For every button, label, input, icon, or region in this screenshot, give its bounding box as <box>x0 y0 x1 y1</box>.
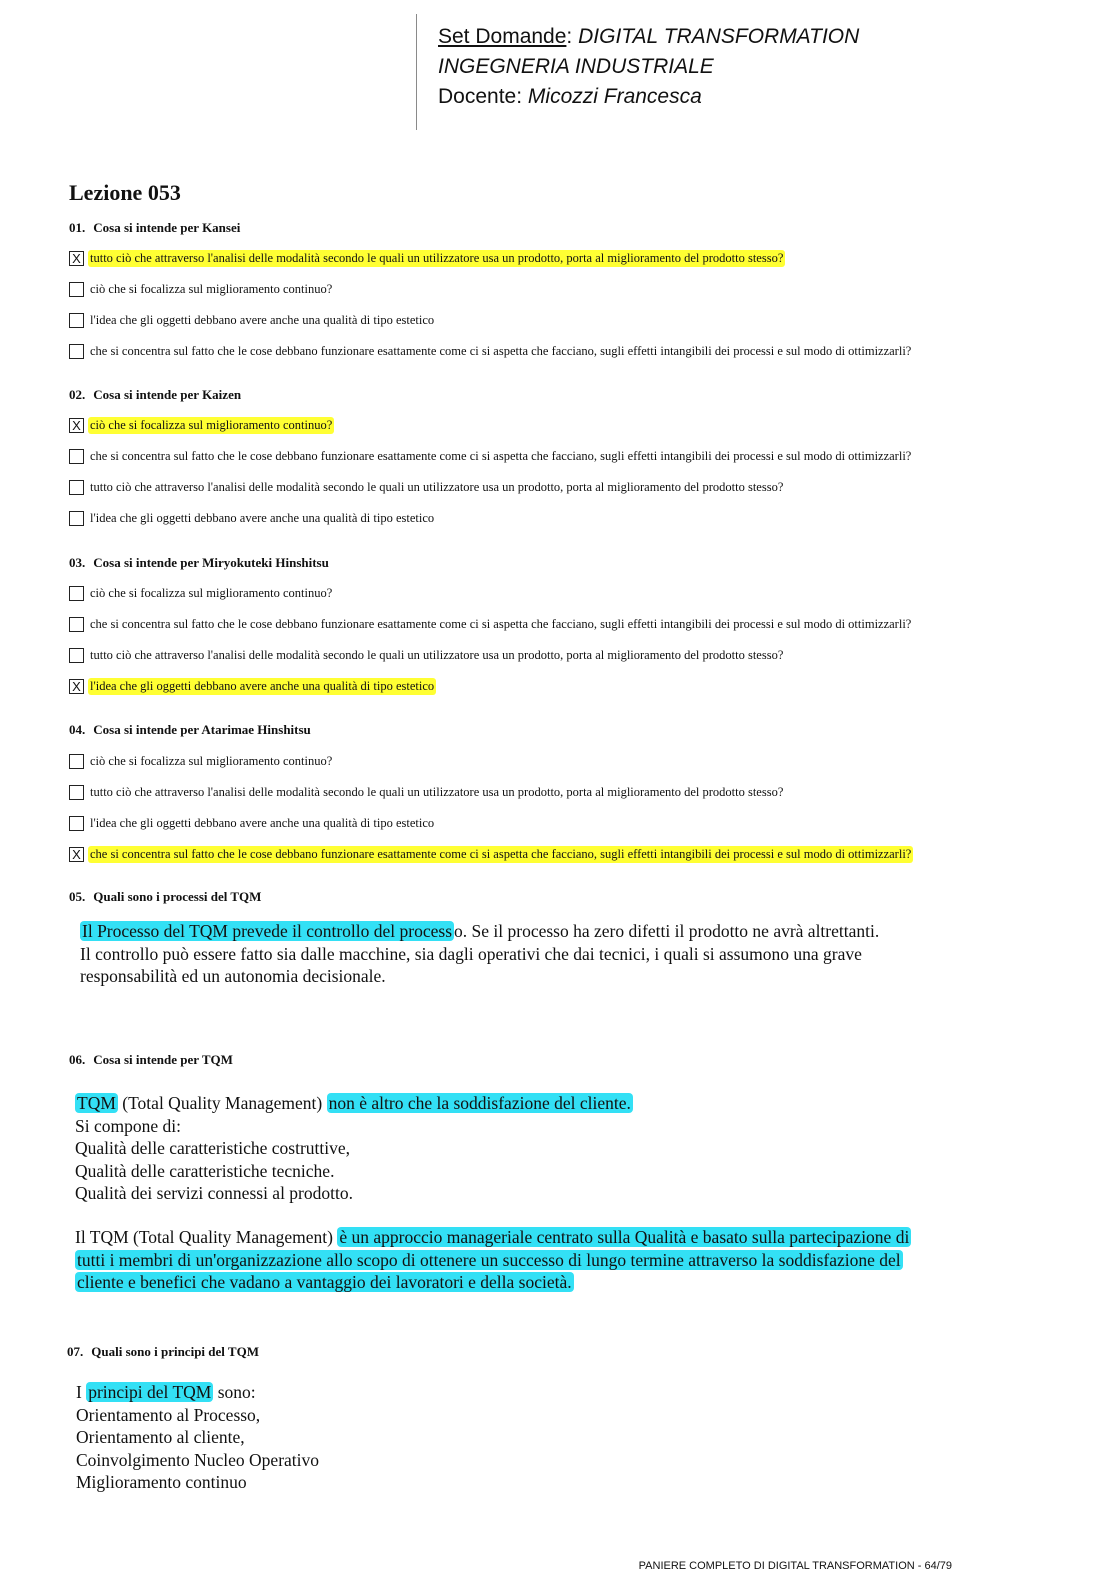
highlight: TQM <box>77 1093 116 1113</box>
checkbox[interactable]: X <box>69 847 84 862</box>
highlight: principi del TQM <box>88 1382 212 1402</box>
answer-option[interactable]: l'idea che gli oggetti debbano avere anche una qualità di tipo estetico <box>69 310 436 330</box>
answer-option[interactable]: tutto ciò che attraverso l'analisi delle modalità secondo le quali un utilizzatore usa un prodotto, porta al miglioramento del prodotto stesso? <box>69 782 785 802</box>
checkbox[interactable] <box>69 480 84 495</box>
answer-option[interactable]: X che si concentra sul fatto che le cose debbano funzionare esattamente come ci si aspetta che facciano, sugli effetti intangibili dei processi e sul modo di ottimizzarli? <box>69 844 913 864</box>
answer-option[interactable]: che si concentra sul fatto che le cose debbano funzionare esattamente come ci si aspetta che facciano, sugli effetti intangibili dei processi e sul modo di ottimizzarli? <box>69 446 913 466</box>
answer-option[interactable]: X l'idea che gli oggetti debbano avere anche una qualità di tipo estetico <box>69 676 436 696</box>
faculty-name: INGEGNERIA INDUSTRIALE <box>438 55 714 78</box>
checkbox[interactable]: X <box>69 251 84 266</box>
answer-paragraph: Il TQM (Total Quality Management) è un approccio manageriale centrato sulla Qualità e basato sulla partecipazione di tutti i membri di un'organizzazione allo scopo di ottenere un successo di lungo termine attraverso la soddisfazione del cliente e benefici che vadano a vantaggio dei lavoratori e della società. <box>75 1227 910 1292</box>
checkbox[interactable]: X <box>69 418 84 433</box>
checkbox[interactable] <box>69 344 84 359</box>
answer-option[interactable]: ciò che si focalizza sul miglioramento continuo? <box>69 583 334 603</box>
checkbox[interactable]: X <box>69 679 84 694</box>
answer-paragraph: I principi del TQM sono: Orientamento al Processo, Orientamento al cliente, Coinvolgimento Nucleo Operativo Miglioramento continuo <box>76 1382 320 1492</box>
answer-option[interactable]: che si concentra sul fatto che le cose debbano funzionare esattamente come ci si aspetta che facciano, sugli effetti intangibili dei processi e sul modo di ottimizzarli? <box>69 341 913 361</box>
answer-option[interactable]: tutto ciò che attraverso l'analisi delle modalità secondo le quali un utilizzatore usa un prodotto, porta al miglioramento del prodotto stesso? <box>69 645 785 665</box>
set-label: Set Domande <box>438 25 567 48</box>
answer-option[interactable]: ciò che si focalizza sul miglioramento continuo? <box>69 751 334 771</box>
checkbox[interactable] <box>69 754 84 769</box>
question-title: 04. Cosa si intende per Atarimae Hinshitsu <box>69 722 311 737</box>
document-header: Set Domande: DIGITAL TRANSFORMATION INGEGNERIA INDUSTRIALE Docente: Micozzi Francesca <box>438 25 860 108</box>
highlight: tutti i membri di un'organizzazione allo scopo di ottenere un successo di lungo termine attraverso la soddisfazione del <box>77 1249 901 1270</box>
answer-option[interactable]: tutto ciò che attraverso l'analisi delle modalità secondo le quali un utilizzatore usa un prodotto, porta al miglioramento del prodotto stesso? <box>69 477 785 497</box>
question-title: 01. Cosa si intende per Kansei <box>69 220 241 235</box>
answer-option[interactable]: l'idea che gli oggetti debbano avere anche una qualità di tipo estetico <box>69 508 436 528</box>
checkbox[interactable] <box>69 617 84 632</box>
highlight: non è altro che la soddisfazione del cliente. <box>328 1093 631 1113</box>
checkbox[interactable] <box>69 586 84 601</box>
answer-paragraph: Il Processo del TQM prevede il controllo del process o. Se il processo ha zero difetti il prodotto ne avrà altrettanti. Il controllo può essere fatto sia dalle macchine, sia dagli operativi che dai tecnici, i quali si assumono una grave responsabilità ed un autonomia decisionale. <box>80 921 880 986</box>
checkbox[interactable] <box>69 313 84 328</box>
course-name: DIGITAL TRANSFORMATION <box>578 25 860 48</box>
question-title: 07. Quali sono i principi del TQM <box>67 1344 259 1359</box>
checkbox[interactable] <box>69 282 84 297</box>
question-title: 05. Quali sono i processi del TQM <box>69 889 262 904</box>
teacher-label: Docente: <box>438 85 523 108</box>
question-title: 06. Cosa si intende per TQM <box>69 1052 233 1067</box>
answer-paragraph: TQM (Total Quality Management) non è altro che la soddisfazione del cliente. Si compone di: Qualità delle caratteristiche costruttive, Qualità delle caratteristiche tecniche. Qualità dei servizi connessi al prodotto. <box>75 1093 631 1203</box>
answer-option[interactable]: l'idea che gli oggetti debbano avere anche una qualità di tipo estetico <box>69 813 436 833</box>
checkbox[interactable] <box>69 785 84 800</box>
answer-option[interactable]: X ciò che si focalizza sul miglioramento continuo? <box>69 415 334 435</box>
highlight: Il Processo del TQM prevede il controllo del process <box>82 921 453 941</box>
header-divider <box>416 14 417 130</box>
checkbox[interactable] <box>69 648 84 663</box>
page-footer: PANIERE COMPLETO DI DIGITAL TRANSFORMATION - 64/79 <box>638 1560 952 1572</box>
highlight: è un approccio manageriale centrato sulla Qualità e basato sulla partecipazione di <box>339 1227 910 1247</box>
teacher-name: Micozzi Francesca <box>527 85 702 108</box>
highlight: cliente e benefici che vadano a vantaggio dei lavoratori e della società. <box>77 1272 572 1292</box>
question-title: 02. Cosa si intende per Kaizen <box>69 387 242 402</box>
answer-option[interactable]: X tutto ciò che attraverso l'analisi delle modalità secondo le quali un utilizzatore usa un prodotto, porta al miglioramento del prodotto stesso? <box>69 248 785 268</box>
checkbox[interactable] <box>69 511 84 526</box>
answer-option[interactable]: che si concentra sul fatto che le cose debbano funzionare esattamente come ci si aspetta che facciano, sugli effetti intangibili dei processi e sul modo di ottimizzarli? <box>69 614 913 634</box>
question-title: 03. Cosa si intende per Miryokuteki Hinshitsu <box>69 555 329 570</box>
lesson-title: Lezione 053 <box>69 180 181 205</box>
answer-option[interactable]: ciò che si focalizza sul miglioramento continuo? <box>69 279 334 299</box>
checkbox[interactable] <box>69 449 84 464</box>
checkbox[interactable] <box>69 816 84 831</box>
